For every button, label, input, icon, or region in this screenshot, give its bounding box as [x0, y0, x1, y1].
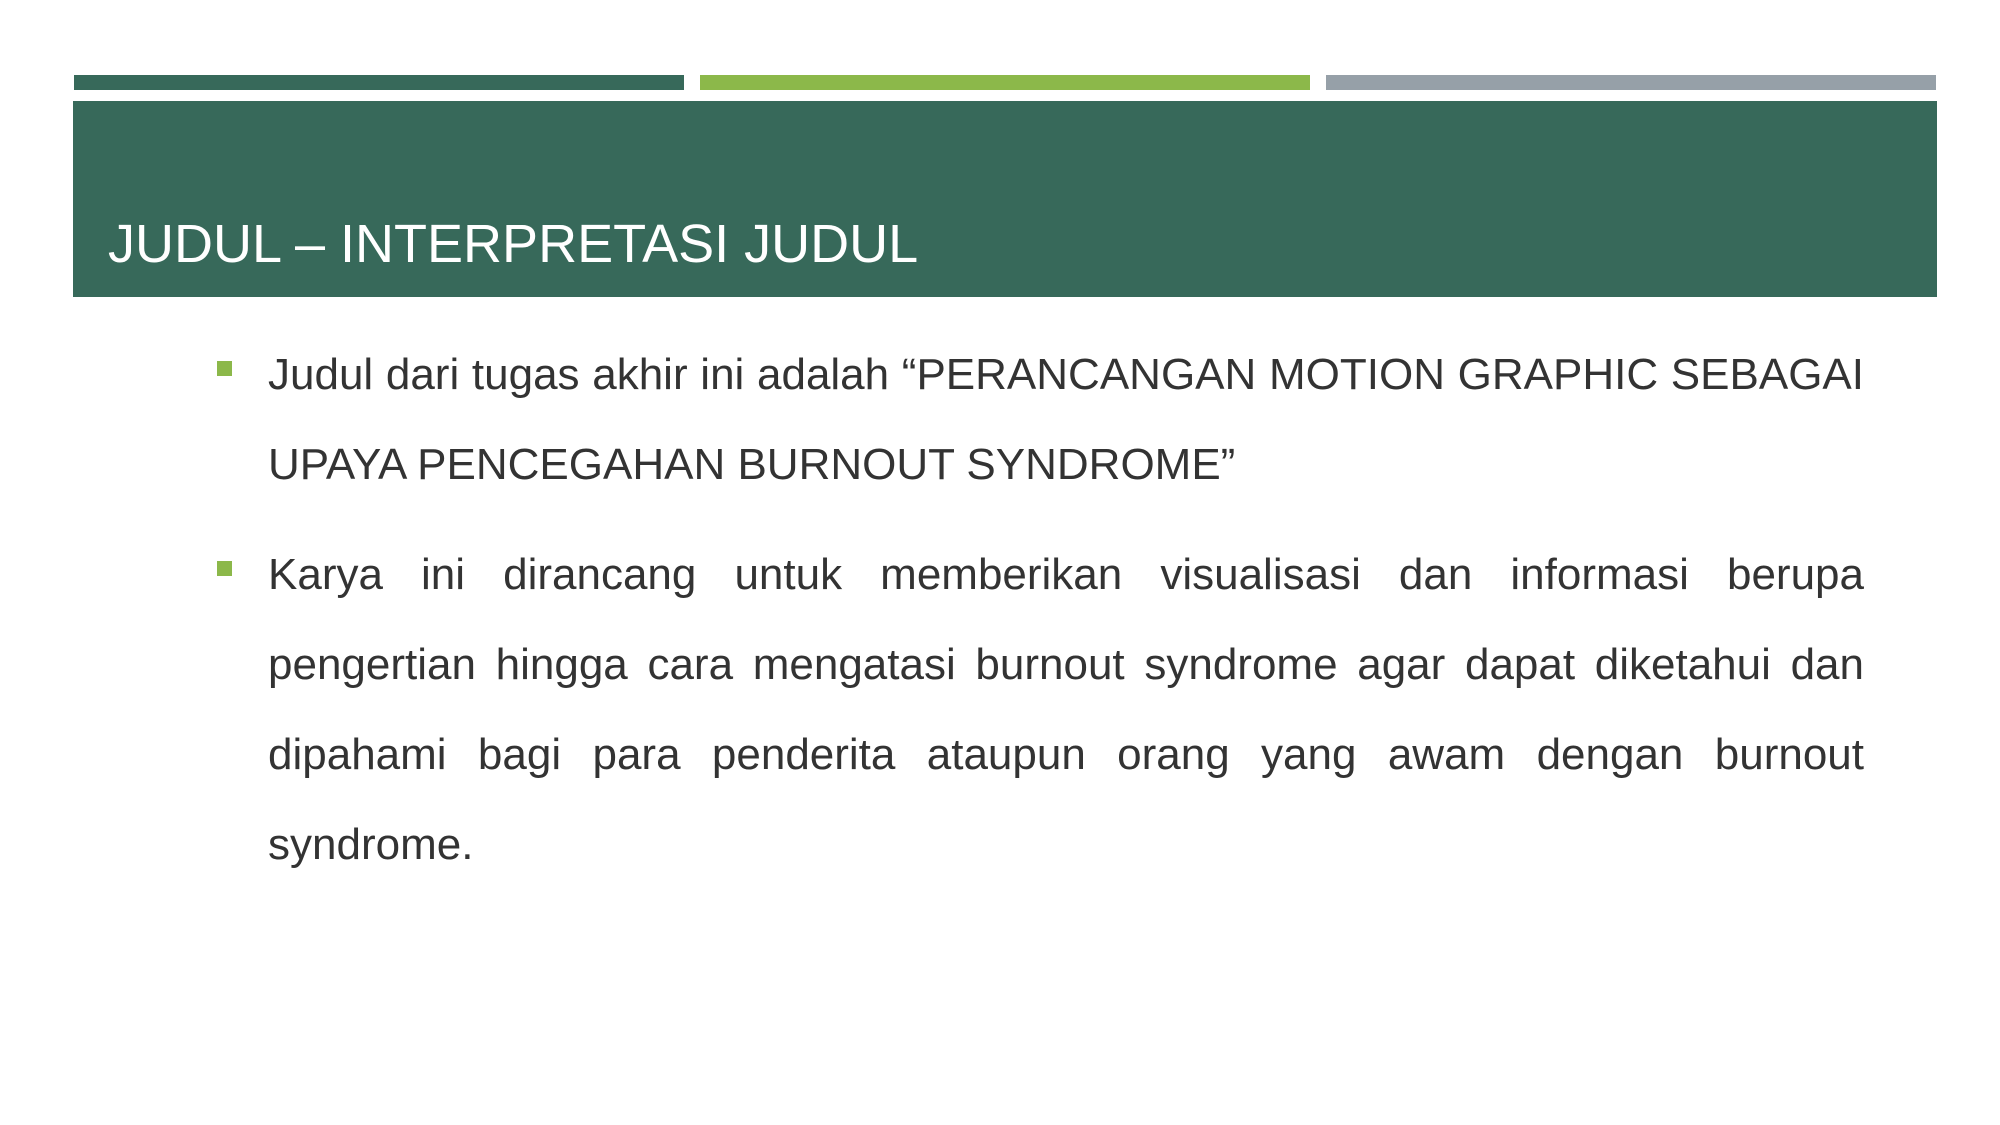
accent-bar-gray [1326, 75, 1936, 90]
bullet-text: Karya ini dirancang untuk memberikan visualisasi dan informasi berupa pengertian hingga cara mengatasi burnout syndrome agar dapat diketahui dan dipahami bagi para penderita ataupun orang yang awam dengan burnout syndrome. [268, 550, 1864, 869]
bullet-list [214, 330, 1864, 910]
title-band [73, 101, 1937, 297]
square-bullet-icon [217, 561, 232, 576]
bullet-text: Judul dari tugas akhir ini adalah “PERANCANGAN MOTION GRAPHIC SEBAGAI UPAYA PENCEGAHAN BURNOUT SYNDROME” [268, 350, 1864, 489]
bullet-item [214, 530, 1864, 890]
accent-bar-green [74, 75, 684, 90]
slide-title: JUDUL – INTERPRETASI JUDUL [108, 214, 919, 274]
bullet-item [214, 330, 1864, 510]
accent-bar-lime [700, 75, 1310, 90]
square-bullet-icon [217, 361, 232, 376]
